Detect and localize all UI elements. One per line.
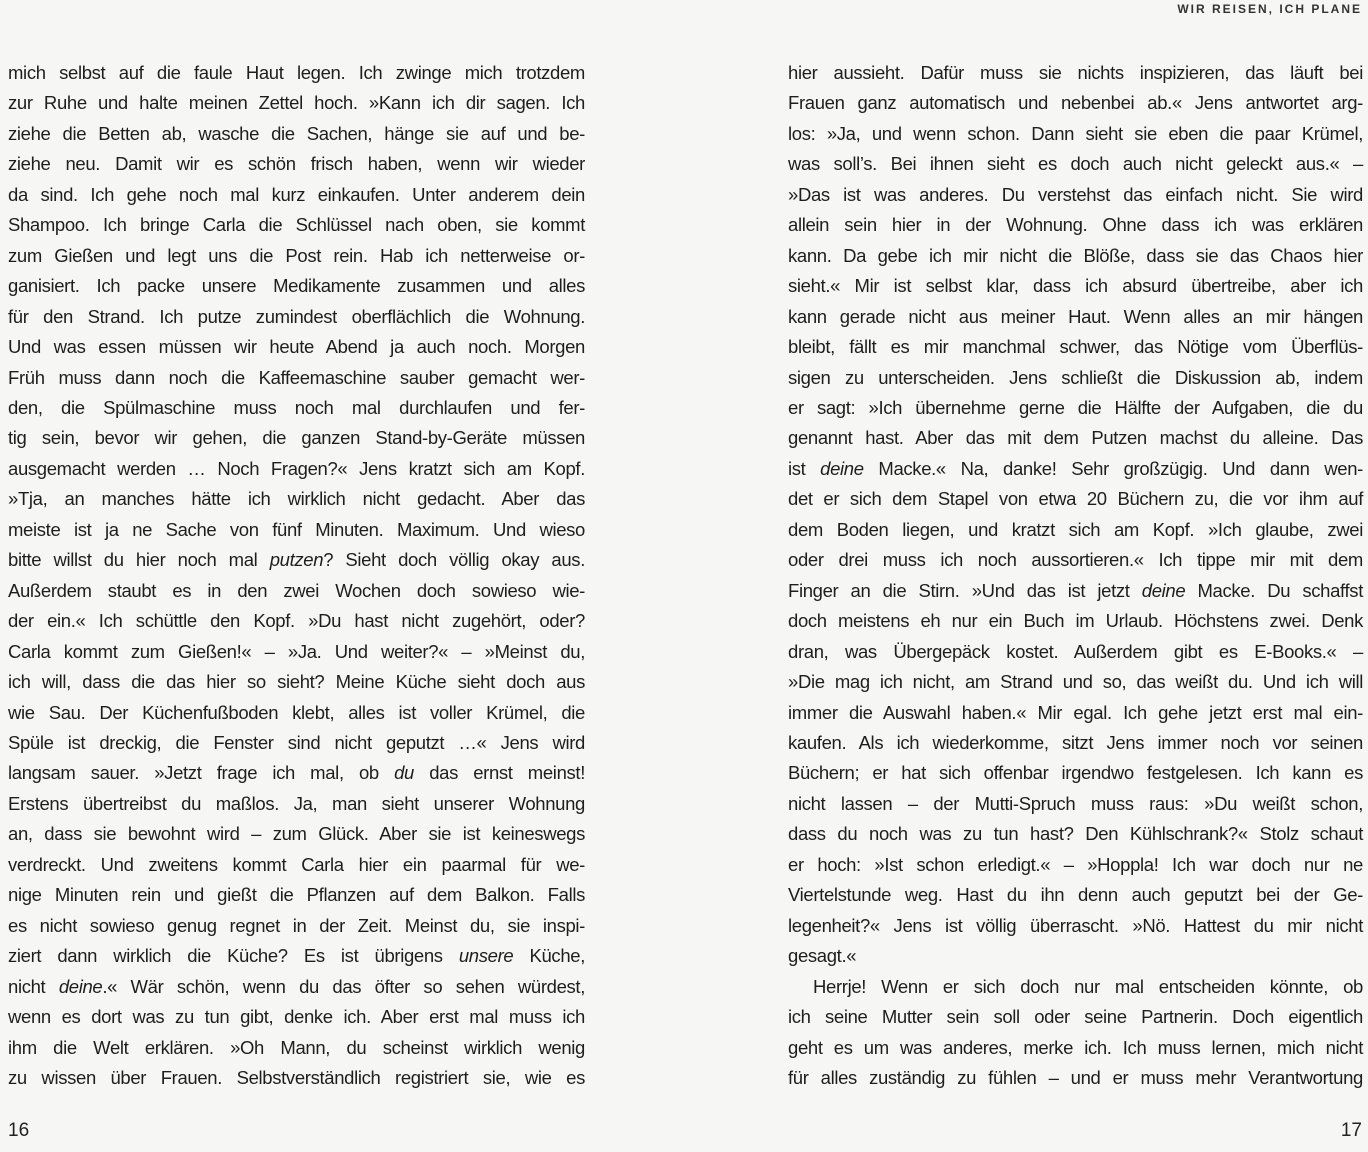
text-line: kaufen. Als ich wiederkomme, sitzt Jens immer noch vor seinen (788, 731, 1363, 753)
text-line: ist deine Macke.« Na, danke! Sehr großzügig. Und dann wen- (788, 457, 1363, 479)
text-line: ziert dann wirklich die Küche? Es ist übrigens unsere Küche, (8, 945, 585, 967)
text-line: ausgemacht werden … Noch Fragen?« Jens kratzt sich am Kopf. (8, 457, 585, 479)
page-number-left: 16 (8, 1120, 30, 1141)
text-line: wie Sau. Der Küchenfußboden klebt, alles ist voller Krümel, die (8, 701, 585, 723)
text-line: verdreckt. Und zweitens kommt Carla hier ein paarmal für we- (8, 853, 585, 875)
text-line: was soll’s. Bei ihnen sieht es doch auch nicht geleckt aus.« – (788, 153, 1363, 175)
text-line: Außerdem staubt es in den zwei Wochen doch sowieso wie- (8, 579, 585, 601)
text-line: langsam sauer. »Jetzt frage ich mal, ob du das ernst meinst! (8, 762, 585, 784)
text-line: sigen zu unterscheiden. Jens schließt die Diskussion ab, indem (788, 366, 1363, 388)
text-line: »Die mag ich nicht, am Strand und so, das weißt du. Und ich will (788, 671, 1363, 693)
page-number-right: 17 (1340, 1120, 1362, 1141)
text-line: Früh muss dann noch die Kaffeemaschine sauber gemacht wer- (8, 366, 585, 388)
text-line: ich will, dass die das hier so sieht? Meine Küche sieht doch aus (8, 671, 585, 693)
text-line: wenn es dort was zu tun gibt, denke ich. Aber erst mal muss ich (8, 1006, 585, 1028)
text-line: für alles zuständig zu fühlen – und er muss mehr Verantwortung (788, 1066, 1363, 1088)
text-line: hier aussieht. Dafür muss sie nichts inspizieren, das läuft bei (788, 62, 1363, 83)
text-line: nicht deine.« Wär schön, wenn du das öfter so sehen würdest, (8, 975, 585, 997)
text-line: er sagt: »Ich übernehme gerne die Hälfte der Aufgaben, die du (788, 396, 1363, 418)
text-line: Erstens übertreibst du maßlos. Ja, man sieht unserer Wohnung (8, 792, 585, 814)
text-line: Finger an die Stirn. »Und das ist jetzt deine Macke. Du schaffst (788, 579, 1363, 601)
text-line: det er sich dem Stapel von etwa 20 Büchern zu, die vor ihm auf (788, 488, 1363, 510)
text-line: los: »Ja, und wenn schon. Dann sieht sie eben die paar Krümel, (788, 122, 1363, 144)
text-line: Herrje! Wenn er sich doch nur mal entscheiden könnte, ob (813, 975, 1363, 997)
running-header: WIR REISEN, ICH PLANE (1177, 2, 1362, 16)
text-line: oder drei muss ich noch aussortieren.« Ich tippe mir mit dem (788, 549, 1363, 571)
text-line: dem Boden liegen, und kratzt sich am Kopf. »Ich glaube, zwei (788, 518, 1363, 540)
text-line: kann gerade nicht aus meiner Haut. Wenn alles an mir hängen (788, 305, 1363, 327)
text-line: Spüle ist dreckig, die Fenster sind nicht geputzt …« Jens wird (8, 731, 585, 753)
text-line: ich seine Mutter sein soll oder seine Partnerin. Doch eigentlich (788, 1006, 1363, 1028)
text-line: bleibt, fällt es mir manchmal schwer, das Nötige vom Überflüs- (788, 336, 1363, 358)
text-line: Viertelstunde weg. Hast du ihn denn auch geputzt bei der Ge- (788, 884, 1363, 906)
text-line: ganisiert. Ich packe unsere Medikamente zusammen und alles (8, 275, 585, 297)
text-line: der ein.« Ich schüttle den Kopf. »Du hast nicht zugehört, oder? (8, 610, 585, 632)
text-line: geht es um was anderes, merke ich. Ich muss lernen, mich nicht (788, 1036, 1363, 1058)
text-line: genannt hast. Aber das mit dem Putzen machst du alleine. Das (788, 427, 1363, 449)
text-line: sieht.« Mir ist selbst klar, dass ich absurd übertreibe, aber ich (788, 275, 1363, 297)
page-left-text (8, 58, 585, 1093)
text-line: ziehe neu. Damit wir es schön frisch haben, wenn wir wieder (8, 153, 585, 175)
text-line: legenheit?« Jens ist völlig überrascht. »Nö. Hattest du mir nicht (788, 914, 1363, 936)
text-line: nige Minuten rein und gießt die Pflanzen auf dem Balkon. Falls (8, 884, 585, 906)
text-line: an, dass sie bewohnt wird – zum Glück. Aber sie ist keineswegs (8, 823, 585, 845)
text-line: ziehe die Betten ab, wasche die Sachen, hänge sie auf und be- (8, 122, 585, 144)
text-line: kann. Da gebe ich mir nicht die Blöße, dass sie das Chaos hier (788, 244, 1363, 266)
text-line: gesagt.« (788, 945, 857, 967)
text-line: »Das ist was anderes. Du verstehst das einfach nicht. Sie wird (788, 183, 1363, 205)
text-line: für den Strand. Ich putze zumindest oberflächlich die Wohnung. (8, 305, 585, 327)
text-line: immer die Auswahl haben.« Mir egal. Ich gehe jetzt erst mal ein- (788, 701, 1363, 723)
text-line: Und was essen müssen wir heute Abend ja auch noch. Morgen (8, 336, 585, 358)
text-line: Büchern; er hat sich offenbar irgendwo festgelesen. Ich kann es (788, 762, 1363, 784)
text-line: bitte willst du hier noch mal putzen? Sieht doch völlig okay aus. (8, 549, 585, 571)
text-line: zu wissen über Frauen. Selbstverständlich registriert sie, wie es (8, 1066, 585, 1088)
text-line: meiste ist ja ne Sache von fünf Minuten. Maximum. Und wieso (8, 518, 585, 540)
text-line: dran, was Übergepäck kostet. Außerdem gibt es E-Books.« – (788, 640, 1363, 662)
text-line: ihm die Welt erklären. »Oh Mann, du scheinst wirklich wenig (8, 1036, 585, 1058)
text-line: Frauen ganz automatisch und nebenbei ab.« Jens antwortet arg- (788, 92, 1363, 114)
text-line: Carla kommt zum Gießen!« – »Ja. Und weiter?« – »Meinst du, (8, 640, 585, 662)
text-line: zur Ruhe und halte meinen Zettel hoch. »Kann ich dir sagen. Ich (8, 92, 585, 114)
text-line: »Tja, an manches hätte ich wirklich nicht gedacht. Aber das (8, 488, 585, 510)
text-line: tig sein, bevor wir gehen, die ganzen Stand-by-Geräte müssen (8, 427, 585, 449)
text-line: es nicht sowieso genug regnet in der Zeit. Meinst du, sie inspi- (8, 914, 585, 936)
text-line: nicht lassen – der Mutti-Spruch muss raus: »Du weißt schon, (788, 792, 1363, 814)
text-line: mich selbst auf die faule Haut legen. Ich zwinge mich trotzdem (8, 62, 585, 83)
text-line: allein sein hier in der Wohnung. Ohne dass ich was erklären (788, 214, 1363, 236)
text-line: doch meistens eh nur ein Buch im Urlaub. Höchstens zwei. Denk (788, 610, 1363, 632)
text-line: da sind. Ich gehe noch mal kurz einkaufen. Unter anderem dein (8, 183, 585, 205)
page-right-text (788, 58, 1363, 1093)
text-line: dass du noch was zu tun hast? Den Kühlschrank?« Stolz schaut (788, 823, 1363, 845)
text-line: Shampoo. Ich bringe Carla die Schlüssel nach oben, sie kommt (8, 214, 585, 236)
text-line: den, die Spülmaschine muss noch mal durchlaufen und fer- (8, 396, 585, 418)
text-line: zum Gießen und legt uns die Post rein. Hab ich netterweise or- (8, 244, 585, 266)
text-line: er hoch: »Ist schon erledigt.« – »Hoppla! Ich war doch nur ne (788, 853, 1363, 875)
